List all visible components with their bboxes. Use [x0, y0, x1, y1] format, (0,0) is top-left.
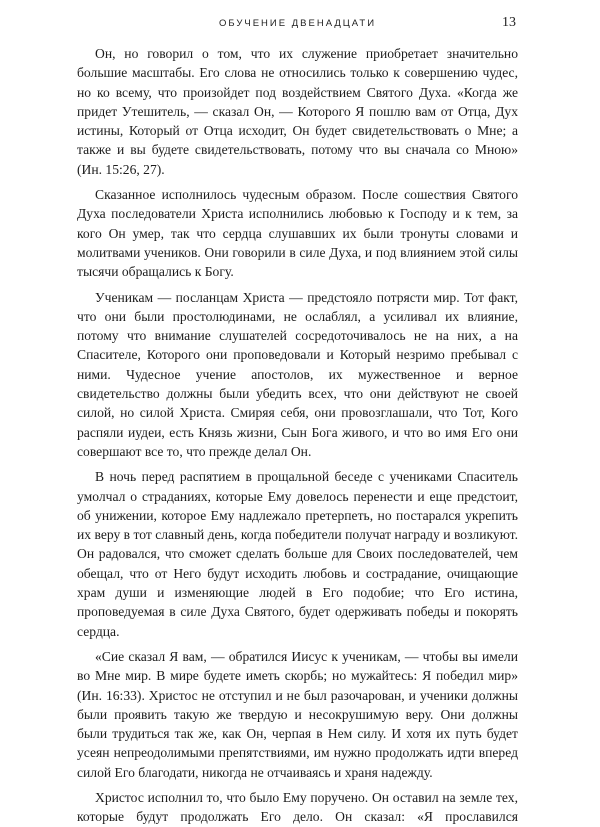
paragraph: Он, но говорил о том, что их служение приобретает значительно большие масштабы. Его слова не относились только к совершению чудес, но ко всему, что произойдет под воздействием Святого Духа. «Когда же придет Утешитель, — сказал Он, — Которого Я пошлю вам от Отца, Дух истины, Который от Отца исходит, Он будет свидетельствовать о Мне; а также и вы будете свидетельствовать, потому что вы сначала со Мною» (Ин. 15:26, 27). [77, 46, 518, 177]
paragraph: Ученикам — посланцам Христа — предстояло потрясти мир. Тот факт, что они были простолюдинами, не ослаблял, а усиливал их влияние, потому что внимание слушателей сосредоточивалось не на них, а на Спасителе, Которого они проповедовали и Который незримо пребывал с ними. Чудесное учение апостолов, их мужественное и верное свидетельство должны были убедить всех, что они действуют не своей силой, но силой Христа. Смиряя себя, они провозглашали, что Тот, Кого распяли иудеи, есть Князь жизни, Сын Бога живого, и что во имя Его они совершают все то, что прежде делал Он. [77, 289, 518, 459]
paragraph: В ночь перед распятием в прощальной беседе с учениками Спаситель умолчал о страданиях, которые Ему довелось перенести и еще предстоит, об унижении, которое Ему надлежало претерпеть, но постарался укрепить их веру в тот славный день, когда победители получат награду и возликуют. Он радовался, что сможет сделать больше для Своих последователей, чем обещал, что от Него будут исходить любовь и сострадание, очищающие храм души и изменяющие людей в Его подобие; что Его истина, проповедуемая в силе Духа Святого, будет одерживать победы и покорять сердца. [77, 469, 518, 639]
running-header [77, 14, 518, 36]
paragraph: Сказанное исполнилось чудесным образом. После сошествия Святого Духа последователи Христа исполнились любовью к Господу и к тем, за кого Он умер, так что сердца слушавших их были тронуты словами и молитвами учеников. Они говорили в силе Духа, и под влиянием этой силы тысячи обращались к Богу. [77, 187, 518, 280]
paragraph: Христос исполнил то, что было Ему поручено. Он оставил на земле тех, которые будут продолжать Его дело. Он сказал: «Я прославился [77, 789, 518, 825]
page-number: 13 [502, 15, 516, 30]
running-title: ОБУЧЕНИЕ ДВЕНАДЦАТИ [218, 18, 377, 29]
book-page [77, 14, 518, 827]
paragraph: «Сие сказал Я вам, — обратился Иисус к ученикам, — чтобы вы имели во Мне мир. В мире будете иметь скорбь; но мужайтесь: Я победил мир» (Ин. 16:33). Христос не отступил и не был разочарован, и ученики должны были проявить такую же твердую и несокрушимую веру. Они должны были трудиться так же, как Он, черпая в Нем силу. И хотя их путь будет усеян непреодолимыми препятствиями, им нужно продолжать идти вперед силой Его благодати, никогда не отчаиваясь и храня надежду. [77, 648, 518, 780]
body-text [77, 44, 518, 827]
